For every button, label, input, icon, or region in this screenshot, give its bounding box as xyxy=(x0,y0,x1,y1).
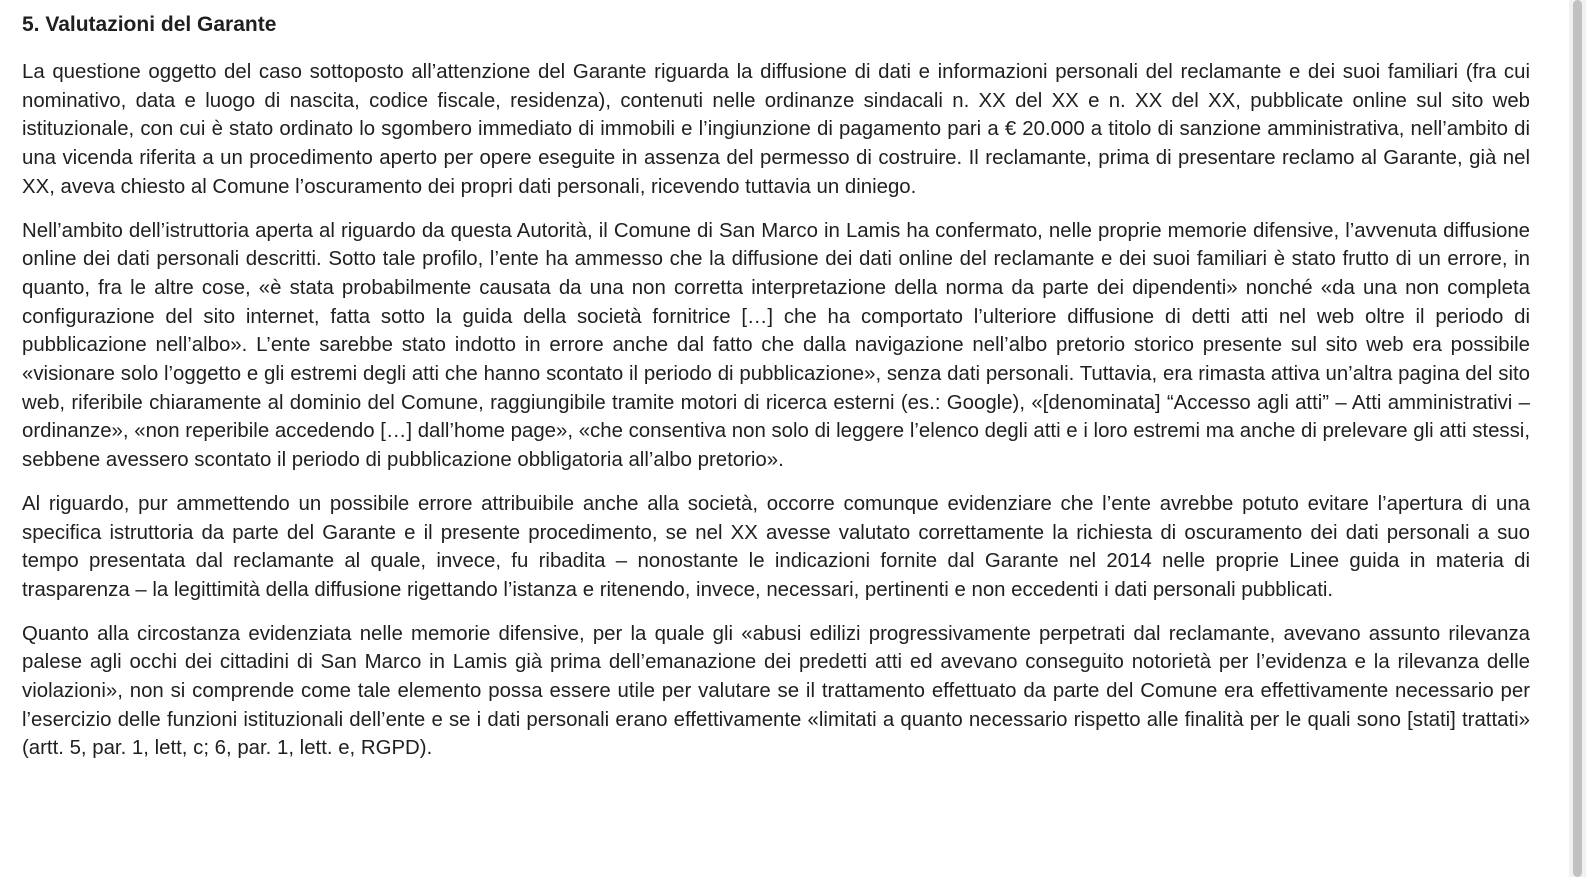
vertical-scrollbar[interactable] xyxy=(1569,0,1586,877)
paragraph-3: Al riguardo, pur ammettendo un possibile errore attribuibile anche alla società, occorre comunque evidenziare che l’ente avrebbe potuto evitare l’apertura di una specifica istruttoria da parte del Garante e il presente procedimento, se nel XX avesse valutato correttamente la richiesta di oscuramento dei dati personali a suo tempo presentata dal reclamante al quale, invece, fu ribadita – nonostante le indicazioni fornite dal Garante nel 2014 nelle proprie Linee guida in materia di trasparenza – la legittimità della diffusione rigettando l’istanza e ritenendo, invece, necessari, pertinenti e non eccedenti i dati personali pubblicati. xyxy=(22,492,1530,601)
section-title: 5. Valutazioni del Garante xyxy=(22,13,277,36)
paragraph-4: Quanto alla circostanza evidenziata nelle memorie difensive, per la quale gli «abusi edilizi progressivamente perpetrati dal reclamante, avevano assunto rilevanza palese agli occhi dei cittadini di San Marco in Lamis già prima dell’emanazione dei predetti atti ed avevano conseguito notorietà per l’evidenza e la rilevanza delle violazioni», non si comprende come tale elemento possa essere utile per valutare se il trattamento effettuato da parte del Comune era effettivamente necessario per l’esercizio delle funzioni istituzionali dell’ente e se i dati personali erano effettivamente «limitati a quanto necessario rispetto alle finalità per le quali sono [stati] trattati» (artt. 5, par. 1, lett, c; 6, par. 1, lett. e, RGPD). xyxy=(22,622,1530,760)
scrollbar-thumb[interactable] xyxy=(1573,0,1582,877)
paragraph-1: La questione oggetto del caso sottoposto all’attenzione del Garante riguarda la diffusione di dati e informazioni personali del reclamante e dei suoi familiari (fra cui nominativo, data e luogo di nascita, codice fiscale, residenza), contenuti nelle ordinanze sindacali n. XX del XX e n. XX del XX, pubblicate online sul sito web istituzionale, con cui è stato ordinato lo sgombero immediato di immobili e l’ingiunzione di pagamento pari a € 20.000 a titolo di sanzione amministrativa, nell’ambito di una vicenda riferita a un procedimento aperto per opere eseguite in assenza del permesso di costruire. Il reclamante, prima di presentare reclamo al Garante, già nel XX, aveva chiesto al Comune l’oscuramento dei propri dati personali, ricevendo tuttavia un diniego. xyxy=(22,61,1530,198)
paragraph-2: Nell’ambito dell’istruttoria aperta al riguardo da questa Autorità, il Comune di San Marco in Lamis ha confermato, nelle proprie memorie difensive, l’avvenuta diffusione online dei dati personali descritti. Sotto tale profilo, l’ente ha ammesso che la diffusione dei dati online del reclamante e dei suoi familiari è stato frutto di un errore, in quanto, fra le altre cose, «è stata probabilmente causata da una non corretta interpretazione della norma da parte dei dipendenti» nonché «da una non completa configurazione del sito internet, fatta sotto la guida della società fornitrice […] che ha comportato l’ulteriore diffusione di detti atti nel web oltre il periodo di pubblicazione nell’albo». L’ente sarebbe stato indotto in errore anche dal fatto che dalla navigazione nell’albo pretorio storico presente sul sito web era possibile «visionare solo l’oggetto e gli estremi degli atti che hanno scontato il periodo di pubblicazione», senza dati personali. Tuttavia, era rimasta attiva un’altra pagina del sito web, riferibile chiaramente al dominio del Comune, raggiungibile tramite motori di ricerca esterni (es.: Google), «[denominata] “Accesso agli atti” – Atti amministrativi – ordinanze», «non reperibile accedendo […] dall’home page», «che consentiva non solo di leggere l’elenco degli atti e i loro estremi ma anche di prelevare gli atti stessi, sebbene avessero scontato il periodo di pubblicazione obbligatoria all’albo pretorio». xyxy=(22,219,1530,472)
